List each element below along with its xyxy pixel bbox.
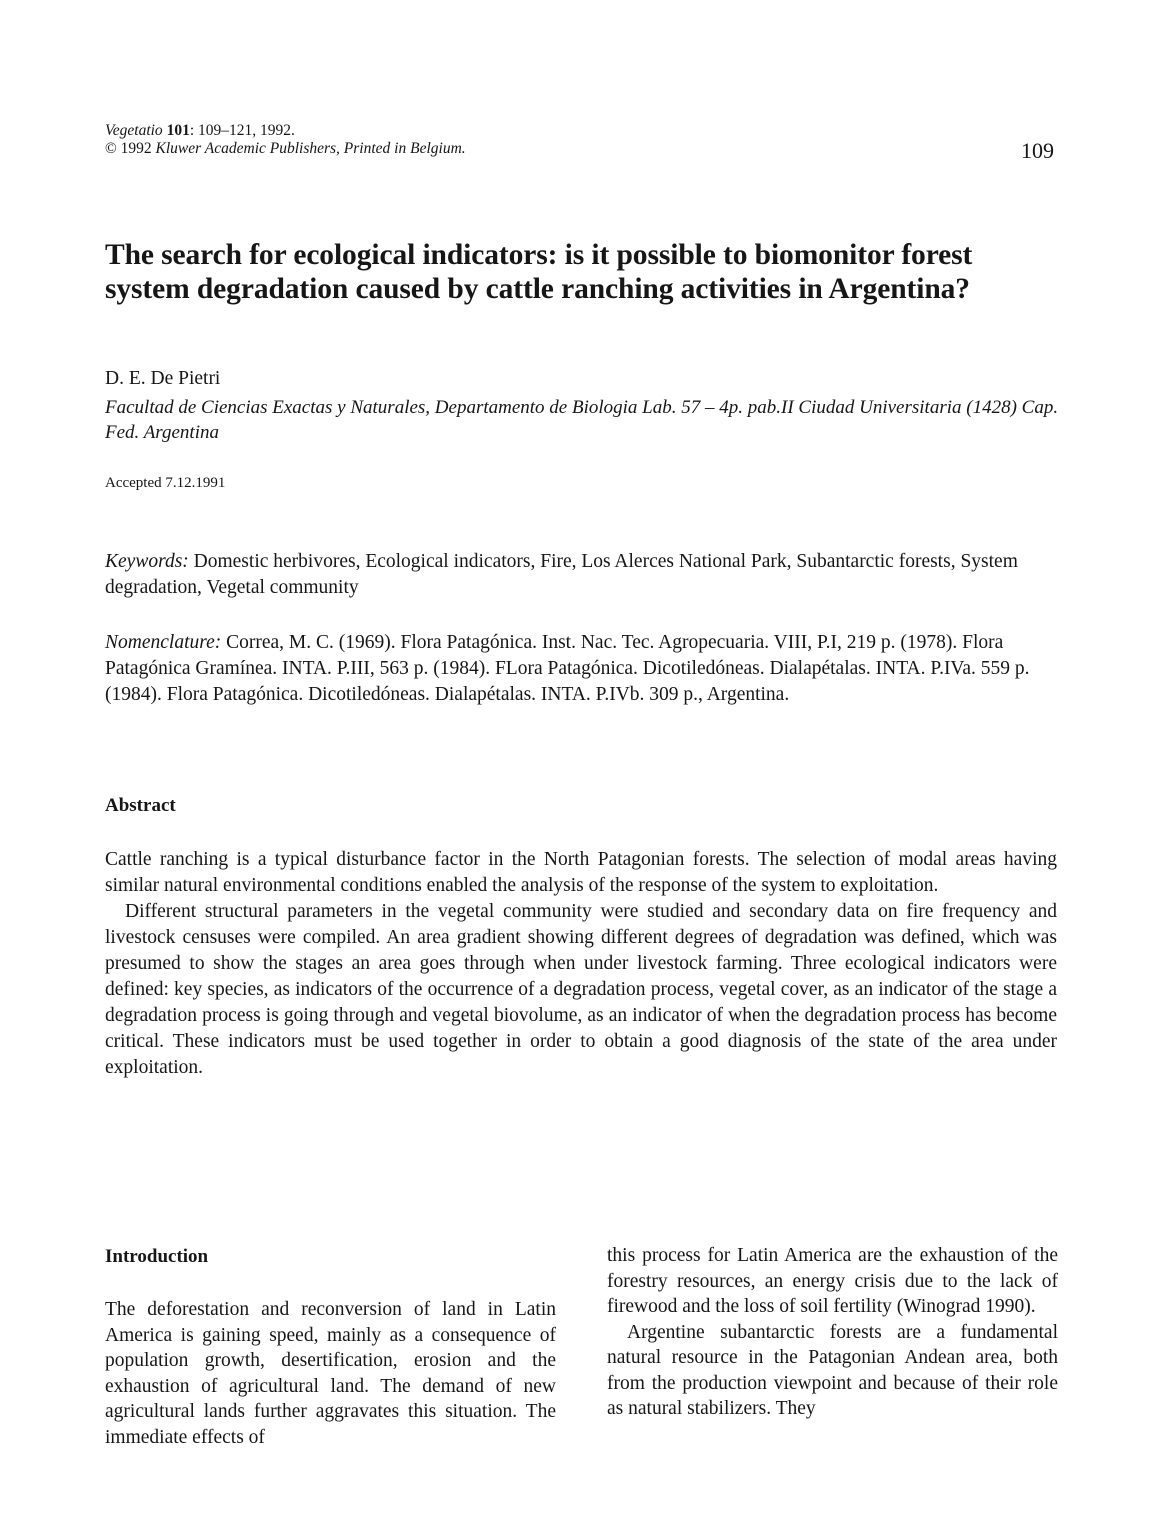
abstract-body [105, 847, 1057, 1081]
nomenclature-text: Correa, M. C. (1969). Flora Patagónica. Inst. Nac. Tec. Agropecuaria. VIII, P.I, 219 p. (1978). Flora Patagónica Gramínea. INTA. P.III, 563 p. (1984). FLora Patagónica. Dicotiledóneas. Dialapétalas. INTA. P.IVa. 559 p. (1984). Flora Patagónica. Dicotiledóneas. Dialapétalas. INTA. P.IVb. 309 p., Argentina. [105, 632, 1030, 705]
introduction-column-right [607, 1243, 1058, 1422]
page-number: 109 [1021, 138, 1054, 163]
introduction-column-left [105, 1297, 556, 1450]
affiliation: Facultad de Ciencias Exactas y Naturales, Departamento de Biologia Lab. 57 – 4p. pab.II Ciudad Universitaria (1428) Cap. Fed. Argentina [105, 397, 1059, 443]
abstract-paragraph: Different structural parameters in the vegetal community were studied and secondary data on fire frequency and livestock censuses were compiled. An area gradient showing different degrees of degradation was defined, which was presumed to show the stages an area goes through when under livestock farming. Three ecological indicators were defined: key species, as indicators of the occurrence of a degradation process, vegetal cover, as an indicator of the stage a degradation process is going through and vegetal biovolume, as an indicator of when the degradation process has become critical. These indicators must be used together in order to obtain a good diagnosis of the state of the area under exploitation. [105, 901, 1057, 1078]
journal-header [105, 122, 466, 158]
introduction-paragraph: this process for Latin America are the exhaustion of the forestry resources, an energy crisis due to the lack of firewood and the loss of soil fertility (Winograd 1990). [607, 1245, 1058, 1317]
citation-line: Vegetatio 101: 109–121, 1992. [105, 122, 295, 139]
keywords [105, 549, 1055, 601]
keywords-label: Keywords: [105, 551, 189, 572]
nomenclature-label: Nomenclature: [105, 632, 222, 653]
introduction-paragraph: Argentine subantarctic forests are a fundamental natural resource in the Patagonian Andean area, both from the production viewpoint and because of their role as natural stabilizers. They [607, 1321, 1058, 1419]
paper-title: The search for ecological indicators: is it possible to biomonitor forest system degradation caused by cattle ranching activities in Argentina? [105, 239, 973, 305]
nomenclature [105, 630, 1055, 708]
abstract-heading: Abstract [105, 795, 176, 816]
abstract-paragraph: Cattle ranching is a typical disturbance factor in the North Patagonian forests. The selection of modal areas having similar natural environmental conditions enabled the analysis of the response of the system to exploitation. [105, 849, 1057, 896]
keywords-text: Domestic herbivores, Ecological indicators, Fire, Los Alerces National Park, Subantarctic forests, System degradation, Vegetal community [105, 551, 1018, 598]
author: D. E. De Pietri [105, 368, 221, 389]
copyright-line: © 1992 Kluwer Academic Publishers, Printed in Belgium. [105, 140, 466, 157]
introduction-heading: Introduction [105, 1246, 209, 1267]
introduction-paragraph: The deforestation and reconversion of land in Latin America is gaining speed, mainly as a consequence of population growth, desertification, erosion and the exhaustion of agricultural land. The demand of new agricultural lands further aggravates this situation. The immediate effects of [105, 1299, 556, 1448]
accepted-date: Accepted 7.12.1991 [105, 475, 226, 491]
